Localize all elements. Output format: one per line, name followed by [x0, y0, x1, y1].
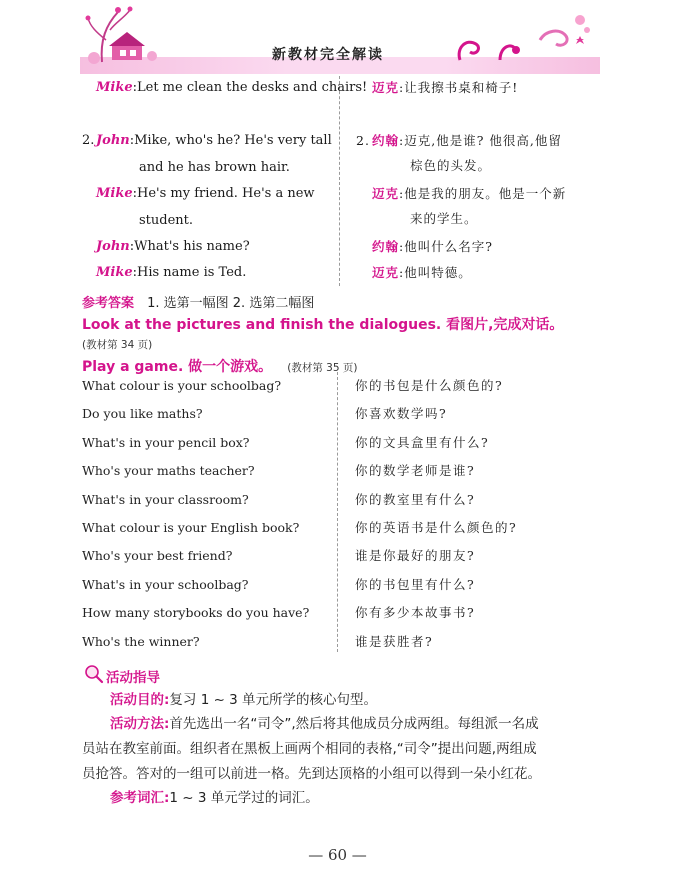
dialogue2-cn-2: 迈克:他是我的朋友。他是一个新 [372, 186, 567, 201]
speaker-name: Mike [96, 80, 133, 95]
flower-icon [459, 15, 590, 60]
dialogue-line: Let me clean the desks and chairs! [137, 80, 368, 95]
game-question-en: How many storybooks do you have? [82, 605, 310, 620]
page-number: — 60 — [308, 846, 367, 864]
dialogue-line: 迈克,他是谁? 他很高,他留 [404, 133, 562, 148]
dialogue2-en-1b: and he has brown hair. [139, 160, 290, 175]
activity-vocab [110, 786, 319, 811]
answer-row [82, 292, 314, 311]
activity-method-label: 活动方法: [110, 716, 170, 732]
house-icon [109, 32, 145, 60]
dialogue2-en-2b: student. [139, 213, 194, 228]
dialogue-line: What's his name? [134, 239, 250, 254]
game-question-en: What's in your schoolbag? [82, 577, 249, 592]
game-question-en: Who's your maths teacher? [82, 463, 255, 478]
section1-title: Look at the pictures and finish the dialogues. 看图片,完成对话。 [82, 317, 564, 333]
column-divider [339, 76, 340, 286]
dialogue2-cn-1: 约翰:迈克,他是谁? 他很高,他留 [372, 133, 562, 148]
activity-title: 活动指导 [106, 670, 160, 686]
section2-title: Play a game. 做一个游戏。 [82, 359, 273, 375]
game-question-cn: 你的教室里有什么? [355, 492, 476, 507]
game-question-cn: 你喜欢数学吗? [355, 406, 448, 421]
game-question-cn: 谁是你最好的朋友? [355, 548, 476, 563]
dialogue1-cn: 迈克:让我擦书桌和椅子! [372, 80, 519, 95]
dialogue2-number-en: 2. [82, 133, 95, 148]
dialogue2-cn-4: 迈克:他叫特德。 [372, 265, 472, 280]
game-question-cn: 谁是获胜者? [355, 634, 434, 649]
speaker-name: 约翰 [372, 239, 400, 254]
game-question-en: What's in your pencil box? [82, 435, 250, 450]
speaker-name: Mike [96, 265, 133, 280]
answer-text: 1. 选第一幅图 2. 选第二幅图 [147, 296, 315, 311]
dialogue-line: 他叫什么名字? [404, 239, 493, 254]
speaker-name: John [96, 239, 130, 254]
activity-goal-text: 复习 1 ~ 3 单元所学的核心句型。 [169, 692, 378, 708]
speaker-name: 迈克 [372, 265, 400, 280]
dialogue2-en-2: Mike:He's my friend. He's a new [96, 186, 315, 201]
dialogue2-cn-1b: 棕色的头发。 [410, 158, 492, 173]
game-question-en: Who's the winner? [82, 634, 200, 649]
speaker-name: 约翰 [372, 133, 400, 148]
dialogue-line: He's my friend. He's a new [137, 186, 315, 201]
dialogue2-cn-3: 约翰:他叫什么名字? [372, 239, 493, 254]
dialogue-line: His name is Ted. [137, 265, 247, 280]
game-question-en: What's in your classroom? [82, 492, 249, 507]
dialogue-line: Mike, who's he? He's very tall [134, 133, 332, 148]
speaker-name: 迈克 [372, 80, 400, 95]
dialogue2-cn-2b: 来的学生。 [410, 211, 478, 226]
dialogue-line: 他叫特德。 [404, 265, 472, 280]
dialogue2-en-3: John:What's his name? [96, 239, 250, 254]
dialogue2-number-cn: 2. [356, 133, 370, 148]
activity-method-3: 员抢答。答对的一组可以前进一格。先到达顶格的小组可以得到一朵小红花。 [82, 766, 541, 782]
dialogue-line: 让我擦书桌和椅子! [404, 80, 519, 95]
game-question-cn: 你的文具盒里有什么? [355, 435, 490, 450]
answer-label: 参考答案 [82, 296, 135, 311]
magnifier-icon [84, 664, 104, 684]
game-question-cn: 你的书包里有什么? [355, 577, 476, 592]
header-title: 新教材完全解读 [272, 47, 384, 63]
game-question-cn: 你的数学老师是谁? [355, 463, 476, 478]
speaker-name: Mike [96, 186, 133, 201]
activity-vocab-text: 1 ~ 3 单元学过的词汇。 [169, 790, 319, 806]
dialogue2-en-1: John:Mike, who's he? He's very tall [96, 133, 332, 148]
activity-vocab-label: 参考词汇: [110, 790, 170, 806]
section2-ref: (教材第 35 页) [287, 362, 358, 374]
activity-method-1 [110, 712, 539, 737]
section2-heading [82, 356, 357, 376]
game-question-cn: 你的书包是什么颜色的? [355, 378, 504, 393]
dialogue1-en: Mike:Let me clean the desks and chairs! [96, 80, 368, 95]
game-question-en: What colour is your English book? [82, 520, 300, 535]
game-question-en: Who's your best friend? [82, 548, 233, 563]
activity-goal [110, 688, 377, 713]
speaker-name: 迈克 [372, 186, 400, 201]
dialogue-line: 他是我的朋友。他是一个新 [404, 186, 567, 201]
game-question-en: Do you like maths? [82, 406, 203, 421]
activity-method-text: 首先选出一名“司令”,然后将其他成员分成两组。每组派一名成 [169, 716, 539, 732]
game-question-cn: 你的英语书是什么颜色的? [355, 520, 518, 535]
questions-divider [337, 372, 338, 652]
activity-goal-label: 活动目的: [110, 692, 170, 708]
section1-ref: (教材第 34 页) [82, 339, 153, 351]
speaker-name: John [96, 133, 130, 148]
dialogue2-en-4: Mike:His name is Ted. [96, 265, 247, 280]
game-question-en: What colour is your schoolbag? [82, 378, 282, 393]
game-question-cn: 你有多少本故事书? [355, 605, 476, 620]
activity-method-2: 员站在教室前面。组织者在黑板上画两个相同的表格,“司令”提出问题,两组成 [82, 741, 537, 757]
